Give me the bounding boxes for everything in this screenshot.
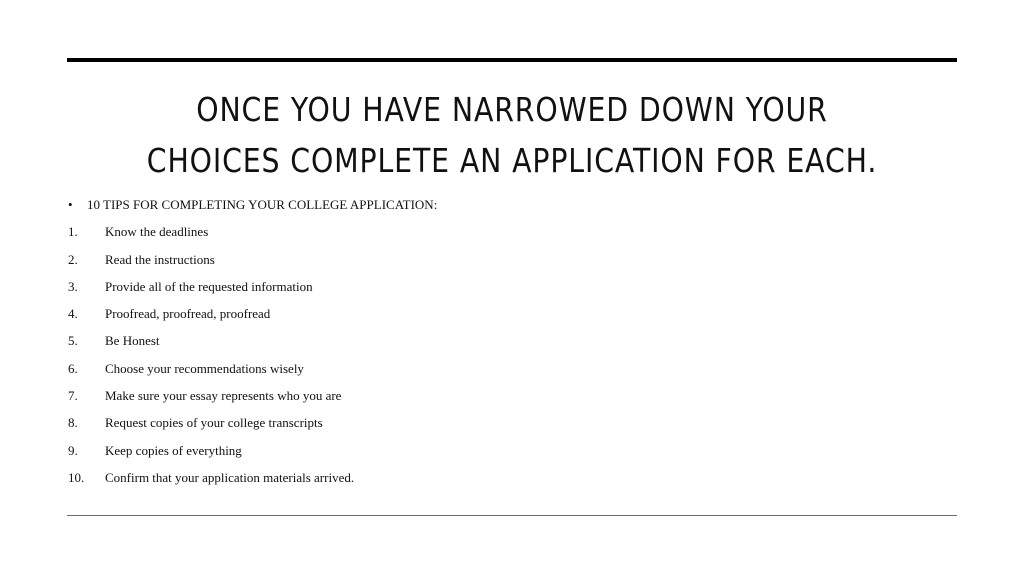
list-item-text: Confirm that your application materials arrived. [105, 469, 355, 485]
list-item-number: 6. [68, 360, 78, 376]
bottom-rule [67, 515, 957, 516]
list-item-number: 9. [68, 442, 78, 458]
title-line-2: CHOICES COMPLETE AN APPLICATION FOR EACH. [146, 141, 878, 180]
intro-row [68, 196, 948, 223]
list-item-text: Proofread, proofread, proofread [105, 306, 271, 322]
list-item [68, 278, 948, 305]
list-item-number: 10. [68, 469, 85, 485]
list-item-text: Keep copies of everything [105, 442, 242, 458]
list-item [68, 414, 948, 441]
list-item-text: Choose your recommendations wisely [105, 360, 304, 376]
list-item-text: Request copies of your college transcripts [105, 415, 323, 431]
list-item [68, 387, 948, 414]
intro-text: 10 TIPS FOR COMPLETING YOUR COLLEGE APPLICATION: [87, 197, 438, 212]
list-item [68, 251, 948, 278]
list-item [68, 442, 948, 469]
list-item [68, 360, 948, 387]
list-item [68, 469, 948, 496]
slide-title [106, 84, 918, 186]
list-item-number: 1. [68, 224, 78, 240]
bullet-icon: • [68, 197, 73, 212]
list-item-number: 8. [68, 415, 78, 431]
list-item-text: Read the instructions [105, 251, 215, 267]
list-item [68, 305, 948, 332]
list-item-number: 5. [68, 333, 78, 349]
top-rule [67, 58, 957, 62]
tips-content [68, 196, 948, 496]
list-item [68, 332, 948, 359]
list-item-number: 4. [68, 306, 78, 322]
list-item-number: 7. [68, 388, 78, 404]
list-item [68, 223, 948, 250]
title-line-1: ONCE YOU HAVE NARROWED DOWN YOUR [196, 90, 828, 129]
list-item-text: Be Honest [105, 333, 160, 349]
list-item-number: 3. [68, 278, 78, 294]
list-item-text: Make sure your essay represents who you are [105, 388, 342, 404]
list-item-text: Know the deadlines [105, 224, 209, 240]
list-item-text: Provide all of the requested information [105, 278, 313, 294]
list-item-number: 2. [68, 251, 78, 267]
